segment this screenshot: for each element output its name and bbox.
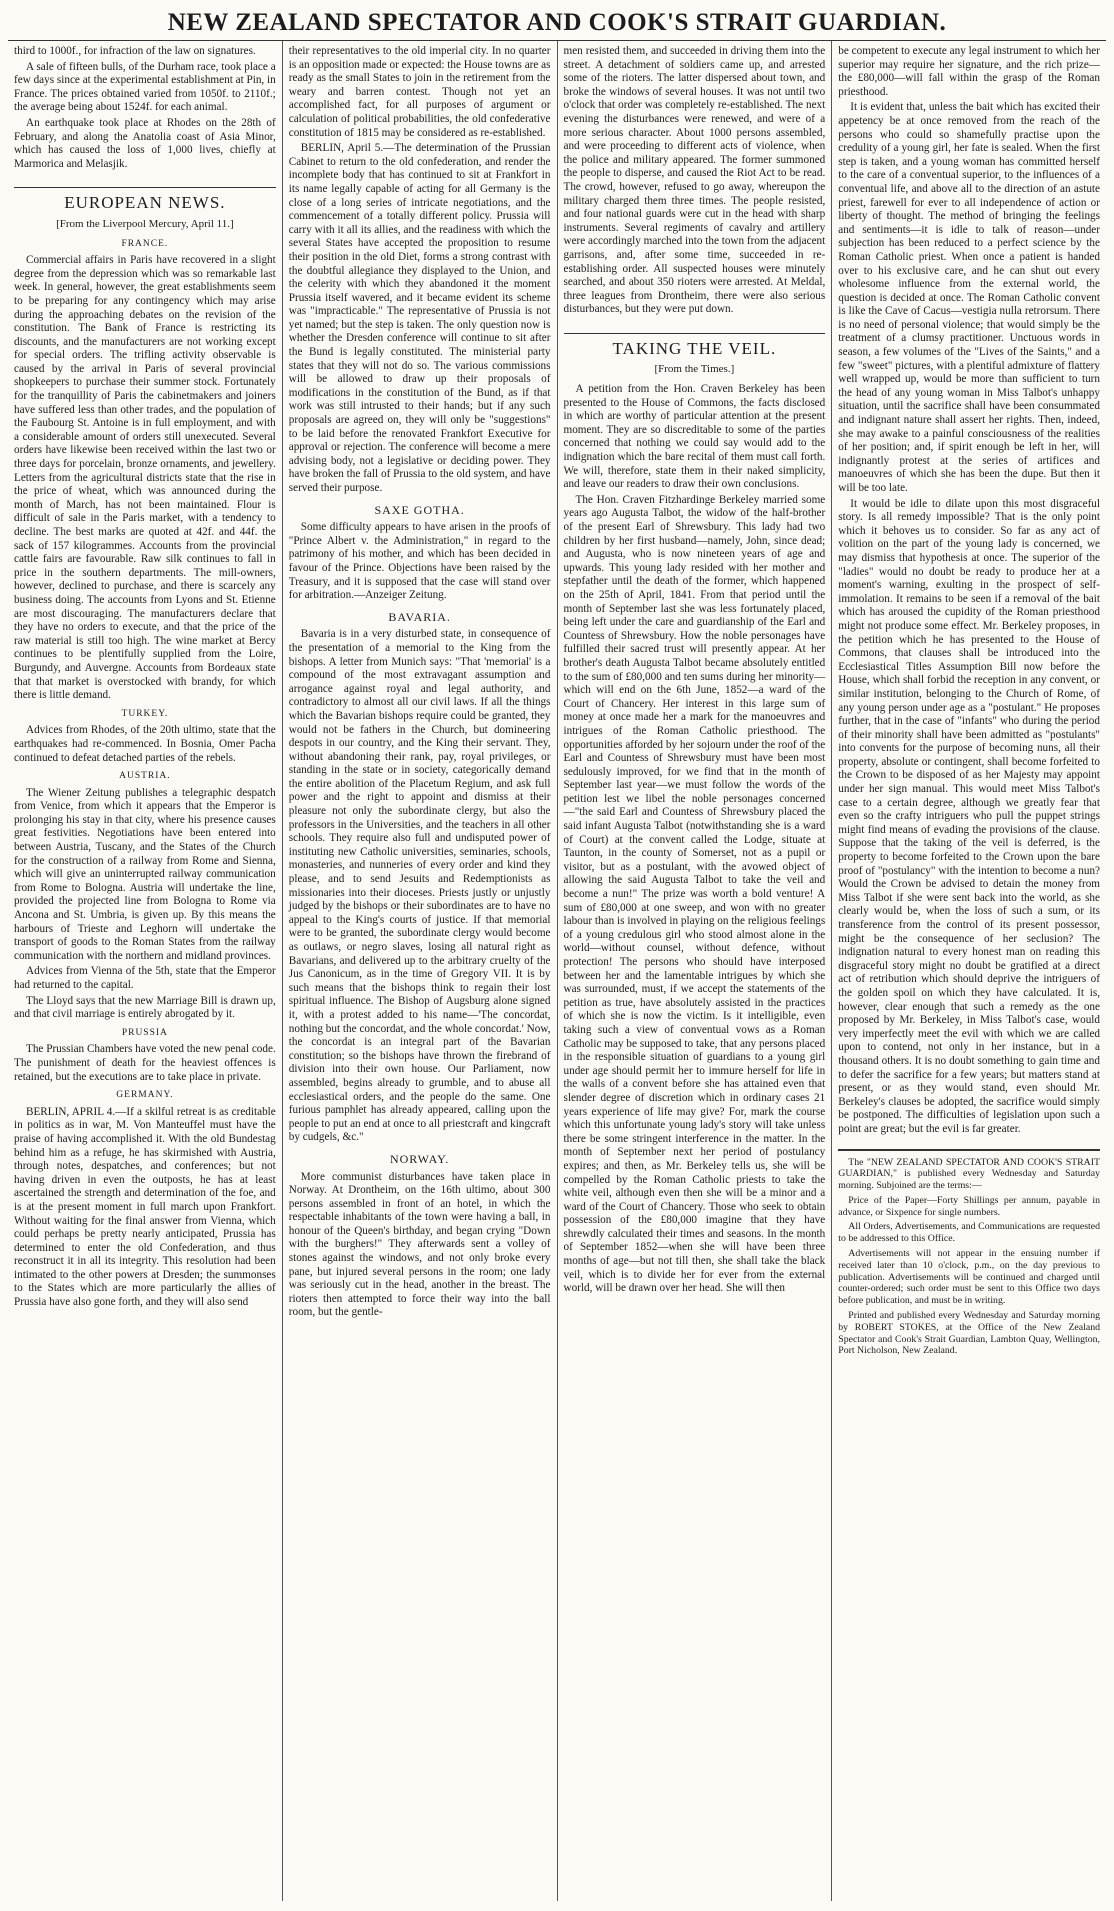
paragraph: third to 1000f., for infraction of the law on signatures. [14, 45, 256, 57]
paragraph: A petition from the Hon. Craven Berkeley has been presented to the House of Commons, the facts disclosed in which are worthy of particular attention at the present moment. They are so discreditable to some of the parties concerned that nothing we could say would add to the indignation which the bare recital of them must call forth. We will, therefore, state them in their naked simplicity, and leave our readers to draw their own conclusions. [563, 383, 826, 491]
paragraph: The Hon. Craven Fitzhardinge Berkeley married some years ago Augusta Talbot, the widow of the half-brother of the present Earl of Shrewsbury. This lady had two children by her first husband—namely, John, since dead; and Augusta, who is now nineteen years of age and upwards. This young lady resided with her mother and stepfather until the death of the former, which happened on the 25th of April, 1841. From that period until the month of September last she was less fortunately placed, being left under the care and guardianship of the Earl and Countess of Shrewsbury. How the noble personages have fulfilled their sacred trust will presently appear. At her brother's death Augusta Talbot became absolutely entitled to the sum of £80,000 and ten sums during her minority—which will end on the 6th June, 1852—a ward of the Court of Chancery. Her interest in this large sum of money at once made her a mark for the manoeuvres and intrigues of the Roman Catholic priesthood. The opportunities afforded by her sojourn under the roof of the Earl and Countess of Shrewsbury must have been most sedulously improved, for we find that in the month of September last year—we must follow the words of the petition lest we libel the noble personages concerned—"the said Earl and Countess of Shrewsbury placed the said infant Augusta Talbot (notwithstanding she is a ward of Court) at the convent called the Lodge, situate at Taunton, in the county of Somerset, not as a pupil or visitor, but as a postulant, with the avowed object of allowing the said Augusta Talbot to take the veil and become a nun!" The prize was worth a bold venture! A sum of £80,000 at one sweep, and won with no greater labour than is involved in playing on the religious feelings of a young credulous girl who stood almost alone in the world—without counsel, without defence, without protection! The persons who should have interposed between her and the lamentable intrigues by which she was surrounded, must, if we accept the statements of the petition as true, have absolutely assisted in the practices of which she is now the victim. Is it intelligible, even taking such a view of conventual vows as a Roman Catholic may be supposed to take, that any persons placed in the responsible situation of guardians to a young girl under age should permit her to immure herself for life in the walls of a convent before she has attained even that slender degree of discretion which in ordinary cases 21 years experience of life may give? For, mark the course which this unfortunate young lady's story will take unless there be some stringent interference in the matter. In the month of September next her period of postulancy expires; and then, as Mr. Berkeley tells us, she will be compelled by the Roman Catholic priests to take the white veil, although even then she will be a minor and a ward of the Court of Chancery. Those who seek to obtain possession of the £80,000 imagine that they have shrewdly calculated their times and seasons. In the month of September 1852—when she will have been three months of age—but not till then, she shall take the black veil, which is to divide her for ever from the external world, will be drawn over her head. She will then [563, 493, 826, 1295]
paragraph: An earthquake took place at Rhodes on the 28th of February, and along the Anatolia coast of Asia Minor, which has caused the loss of 1,000 lives, chiefly at Marmorica and Melasjik. [14, 116, 276, 170]
section-title-european-news: EUROPEAN NEWS. [14, 187, 276, 210]
publication-notice [838, 1149, 1100, 1358]
subhead-norway: NORWAY. [389, 1151, 450, 1166]
notice-line: Advertisements will not appear in the ensuing number if received later than 10 o'clock, p.m., on the day previous to publication. Advertisements will be continued and charged until counter-ordered; such order must be sent to this Office two days before publication, and must be in writing. [838, 1248, 1100, 1307]
notice-line: Price of the Paper—Forty Shillings per annum, payable in advance, or Sixpence for single numbers. [838, 1194, 1100, 1218]
paragraph: Bavaria is in a very disturbed state, in consequence of the presentation of a memorial to the King from the bishops. A letter from Munich says: "That 'memorial' is a compound of the most extravagant assumption and arrogance against royal and legal authority, and contradictory to almost all our civil laws. If all the things which the Bavarian bishops require could be granted, they would not be fathers in the Church, but domineering despots in our country, and the King their servant. They, without abandoning their rank, pay, royal privileges, or standing in the state or in society, categorically demand the entire abolition of the Placetum Regium, and ask full power and the right to appoint and dismiss at their pleasure not only the subordinate clergy, but also the professors in the Universities, and the teachers in all other schools. They require also full and undisputed power of instituting new Catholic universities, seminaries, schools, monasteries, and nunneries of every order and kind they please, and to send Jesuits and Redemptionists as missionaries into their dioceses. Priests justly or unjustly judged by the bishops or their subordinates are to have no appeal to the King's courts of justice. If that memorial were to be granted, the subordinate clergy would become as outlaws, or negro slaves, losing all natural right as Bavarians, and delivered up to the arbitrary cruelty of the Jus Canonicum, as in the time of Gregory VII. It is by such means that the bishops think to regain their lost spiritual influence. The Bishop of Augsburg alone signed it, with a protest added to his name—'The concordat, nothing but the concordat, and the whole concordat.' Now, the concordat is an integral part of the Bavarian constitution; so the bishops have thrown the firebrand of division into their own house. Our Parliament, now assembled, begins already to grumble, and to abuse all ecclesiastical orders, and the people do the same. One furious pamphlet has already appeared, calling upon the people to put an end at once to all priestcraft and kingcraft by cudgels, &c." [288, 628, 551, 1144]
subhead-austria: AUSTRIA. [119, 771, 171, 782]
paragraph: Advices from Vienna of the 5th, state that the Emperor had returned to the capital. [14, 965, 276, 991]
paragraph: BERLIN, APRIL 4.—If a skilful retreat is as creditable in politics as in war, M. Von Manteuffel must have the praise of having accomplished it. With the old Bundestag behind him as a refuge, he has skirmished with Austria, through notes, despatches, and conferences; but not having driven in even the outposts, he has at least ascertained the strength and determination of the foe, and is at the present moment in full march upon Frankfort. Without waiting for the final answer from Vienna, which could perhaps be pretty nearly anticipated, Prussia has determined to enter the old Confederation, and thus reconstruct it in all its integrity. This resolution had been intimated to the other powers at Dresden; the summonses to the States which are more particularly the allies of Prussia have also gone forth, and they will also send [14, 1105, 276, 1309]
subhead-prussia: PRUSSIA [121, 1027, 168, 1038]
paragraph: be competent to execute any legal instrument to which her superior may require her signature, and the rich prize—the £80,000—will fall within the grasp of the Roman priesthood. [838, 45, 1100, 98]
column-3 [558, 41, 833, 1901]
paragraph: BERLIN, April 5.—The determination of the Prussian Cabinet to return to the old confederation, and render the incomplete body that has continued to sit at Frankfort in its name legally capable of acting for all Germany is the close of a long series of intricate negotiations, and the commencement of a totally different policy. Prussia will carry with it all its allies, and the readiness with which the several States have accepted the proposition to resume their position in the old Diet, forms a strong contrast with the doubtful allegiance they displayed to the Union, and the celerity with which they abandoned it the moment Prussia itself wavered, and it became evident its scheme was "impracticable." The representative of Prussia is not yet named; but the step is taken. The only question now is whether the Dresden conference will continue to sit after the Bund is legally constituted. The ministerial party states that they will not do so. The various commissions will be allowed to draw up their proposals of modifications in the constitution of the Bund, as if that work was still intrusted to their hands; but if any such proposals are agreed on, they will only be "suggestions" to be laid before the renovated Frankfort Executive for approval or rejection. The conference will become a mere advising body, not a legislative or deciding power. They have broken the fall of Prussia to the old system, and have served their purpose. [288, 142, 551, 494]
section-title-taking-the-veil: TAKING THE VEIL. [564, 333, 826, 356]
subhead-turkey: TURKEY. [121, 708, 169, 719]
masthead: NEW ZEALAND SPECTATOR AND COOK'S STRAIT GUARDIAN. [167, 9, 947, 36]
section-source: [From the Times.] [654, 363, 735, 376]
notice-line: The "NEW ZEALAND SPECTATOR AND COOK'S STRAIT GUARDIAN," is published every Wednesday and Saturday morning. Subjoined are the terms:— [838, 1156, 1100, 1192]
paragraph: A sale of fifteen bulls, of the Durham race, took place a few days since at the experimental establishment at Pin, in France. The prices obtained varied from 1050f. to 2110f.; the average being about 1524f. for each animal. [14, 60, 276, 114]
subhead-germany: GERMANY. [116, 1090, 174, 1101]
column-2 [283, 41, 558, 1901]
paragraph: The Wiener Zeitung publishes a telegraphic despatch from Venice, from which it appears that the Emperor is prolonging his stay in that city, where his presence causes great festivities. Negotiations have been entered into between Austria, Tuscany, and the States of the Church for the construction of a railway from Rome and Sienna, which will give an uninterrupted railway communication from Rome to Bologna. Austria will undertake the line, provided the projected line from Bologna to Rome via Ancona and St. Umbria, is given up. By this means the harbours of Trieste and Leghorn will undertake the transport of goods to the Roman States from the railway communication with the northern and midland provinces. [14, 786, 276, 962]
column-4 [832, 41, 1106, 1901]
subhead-saxe-gotha: SAXE GOTHA. [374, 502, 465, 517]
notice-line: All Orders, Advertisements, and Communications are requested to be addressed to this Office. [838, 1221, 1100, 1245]
paragraph: It is evident that, unless the bait which has excited their appetency be at once removed from the reach of the persons who could so shamefully practise upon the credulity of a young girl, her fate is sealed. When the first step is taken, and a young woman has committed herself to the care of a conventual superior, to the influences of a conventual life, and above all to the direction of an astute priest, farewell for ever to all independence of action or liberty of thought. The method of bringing the feelings and sentiments—it is idle to talk of reason—under subjection has been reduced to a perfect science by the Roman Catholic priest. When once a patient is handed over to his exclusive care, and he can shut out every wholesome influence from the external world, the question is decided at once. The Roman Catholic convent is like the Cave of Cacus—vestigia nulla retrorsum. There is no need of personal violence; that would simply be the treatment of a clumsy practitioner. Unctuous words in season, a few volumes of the "Lives of the Saints," and a few "sweet" pictures, with a plentiful admixture of flattery well wrapped up, would be more than sufficient to turn the head of any young woman in Miss Talbot's unhappy situation, until the sacrifice shall have been consummated and indignant nature shall assert her rights. Then, indeed, she may awake to a painful consciousness of the realities of her position; and, if spirit enough be left in her, will indignantly protest at the series of artifices and manoeuvres of which she has been the dupe. But then it will be too late. [838, 101, 1100, 494]
subhead-france: FRANCE. [121, 238, 169, 249]
notice-line: Printed and published every Wednesday and Saturday morning by ROBERT STOKES, at the Office of the New Zealand Spectator and Cook's Strait Guardian, Lambton Quay, Wellington, Port Nicholson, New Zealand. [838, 1310, 1100, 1357]
paragraph: Commercial affairs in Paris have recovered in a slight degree from the depression which was so remarkable last week. In general, however, the great establishments seem to be preparing for any contingency which may arise during the approaching debates on the revision of the constitution. The Bank of France is restricting its discounts, and the manufacturers are not working except for special orders. The trifling activity observable is caused by the arrival in Paris of several provincial shopkeepers to purchase their summer stock. Fortunately for the tranquillity of Paris the cabinetmakers and joiners have suffered less than other trades, and the population of the Faubourg St. Antoine is in full employment, and with a considerable amount of orders still unexecuted. Several orders have likewise been received within the last two or three days for porcelain, bronze ornaments, and jewellery. Letters from the agricultural districts state that the rise in the price of wheat, which was announced during the month of March, has not been maintained. Flour is difficult of sale in the Paris market, with a tendency to decline. The best marks are quoted at 42f. and 44f. the sack of 157 kilogrammes. Accounts from the provincial cattle fairs are favourable. Raw silk continues to fall in price in the southern departments. The mill-owners, however, declined to purchase, and there is scarcely any business doing. The accounts from Lyons and St. Etienne are most discouraging. The manufacturers declare that they have no orders to execute, and that the price of the raw material is still too high. The wine market at Bercy continues to be plentifully supplied from the Loire, Burgundy, and Auvergne. Accounts from Bordeaux state that that market is overstocked with brandy, for which there is little demand. [14, 254, 276, 702]
paragraph: The Prussian Chambers have voted the new penal code. The punishment of death for the heaviest offences is retained, but the executions are to take place in private. [14, 1043, 276, 1083]
paragraph: Advices from Rhodes, of the 20th ultimo, state that the earthquakes had re-commenced. In Bosnia, Omer Pacha continued to defeat detached parties of the rebels. [14, 724, 276, 764]
paragraph: their representatives to the old imperial city. In no quarter is an opposition made or expected: the House towns are as ready as the small States to join in the retirement from the weary and barren contest. Though not yet an accomplished fact, for all purposes of argument or calculation of political probabilities, the old confederative constitution of 1815 may be considered as re-established. [288, 45, 551, 139]
paragraph: Some difficulty appears to have arisen in the proofs of "Prince Albert v. the Administration," in regard to the patrimony of his mother, and which has been decided in favour of the Prince. Objections have been raised by the Treasury, and it is supposed that the case will stand over for arbitration.—Anzeiger Zeitung. [288, 521, 551, 602]
section-source: [From the Liverpool Mercury, April 11.] [56, 217, 234, 230]
subhead-bavaria: BAVARIA. [388, 609, 451, 624]
paragraph: More communist disturbances have taken place in Norway. At Drontheim, on the 16th ultimo, about 300 persons assembled in front of an hotel, in which the respectable inhabitants of the town were having a ball, in honour of the Queen's birthday, and began crying "Down with the burghers!" They afterwards sent a volley of stones against the windows, and not only broke every pane, but injured several persons in the room; one lady was seriously cut in the head, another in the breast. The rioters then attempted to force their way into the ball room, but the gentle- [288, 1170, 551, 1319]
paragraph: men resisted them, and succeeded in driving them into the street. A detachment of soldiers came up, and arrested some of the rioters. The latter dispersed about town, and broke the windows of several houses. It was not until two o'clock that order was completely re-established. The next evening the disturbances were renewed, and were of a more serious character. About 1000 persons assembled, and were proceeding to different acts of violence, when the police and military appeared. The former summoned the people to disperse, and caused the Riot Act to be read. The crowd, however, refused to go away, whereupon the military charged them three times. The people resisted, and four national guards were cut in the head with sharp instruments. Several regiments of cavalry and artillery were accordingly marched into the town from the adjacent garrisons, and, after some time, succeeded in re-establishing order. All suspected houses were minutely searched, and about 350 rioters were arrested. At Meldal, three leagues from Drontheim, there were also serious disturbances, but they were put down. [563, 45, 826, 316]
column-1 [8, 41, 283, 1901]
paragraph: It would be idle to dilate upon this most disgraceful story. Is all remedy impossible? That is the only point which it behoves us to consider. So far as any act of volition on the part of the young lady is concerned, we may dismiss that hypothesis at once. The superior of the "ladies" would no doubt be ready to produce her at a moment's warning, exulting in the prospect of self-immolation. It remains to be seen if a removal of the bait which has aroused the cupidity of the Roman priesthood might not produce some effect. Mr. Berkeley proposes, in the petition which he has presented to the House of Commons, that clauses shall be introduced into the Ecclesiastical Titles Assumption Bill now before the House, which shall forbid the reception in any convent, or similar institution, belonging to the Church of Rome, of any young person under age as a "postulant." He proposes further, that in the case of "infants" who during the period of their minority shall have been admitted as "postulants" into convents for the purpose of becoming nuns, all their property, absolute or contingent, shall become forfeited to the Crown to be disposed of as her Majesty may appoint under her sign manual. This would meet Miss Talbot's case to a certain degree, although we greatly fear that even so the crafty intriguers who pull the puppet strings might find means of evading the provisions of the clause. Suppose that the taking of the veil is deferred, is the property to become forfeited to the Crown upon the bare proof of "postulancy" with the intention to become a nun? Would the Crown be advised to detain the money from Miss Talbot if she were sent back into the world, as she clearly would be, when the loss of such a sum, or its transference from the control of its present possessor, might be the consequence of her seclusion? The indignation natural to every honest man on reading this disgraceful story might no doubt be gratified at a direct act of retribution which should deprive the intriguers of the golden spoil on which they have calculated. It is, however, clear enough that such a remedy as the one proposed by Mr. Berkeley, in Miss Talbot's case, would very imperfectly meet the evil with which we are called upon to contend, not only in her instance, but in a thousand others. It is no doubt something to gain time and to defer the sacrifice for a few years; but matters stand at present, or as they would stand, even should Mr. Berkeley's clauses be adopted, the sacrifice would simply be postponed. The difficulties of legislation upon such a point are great; but the evil is far greater. [838, 497, 1100, 1135]
columns [8, 41, 1106, 1901]
paragraph: The Lloyd says that the new Marriage Bill is drawn up, and that civil marriage is entirely abrogated by it. [14, 994, 276, 1021]
